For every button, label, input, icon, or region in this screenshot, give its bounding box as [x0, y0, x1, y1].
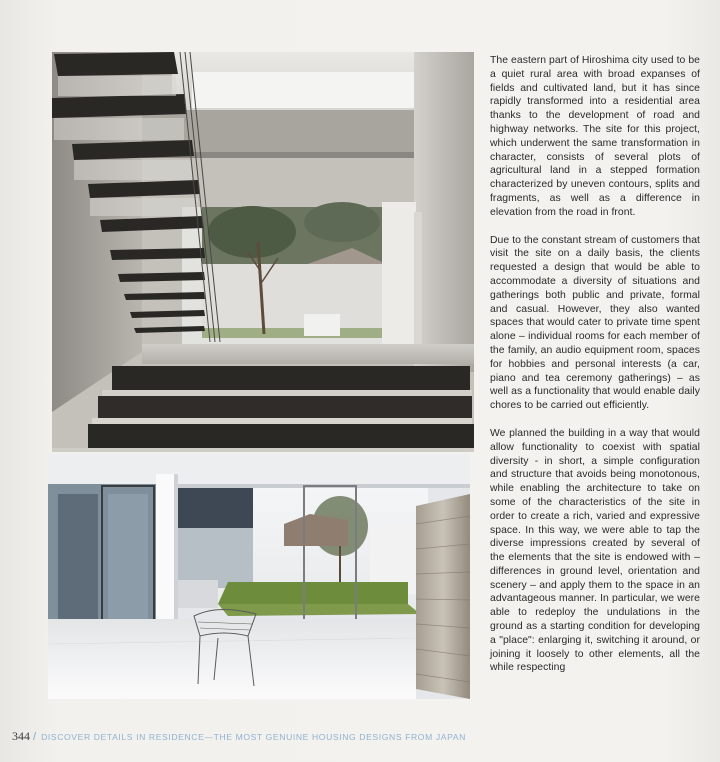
page-footer: [12, 729, 466, 743]
page-number: 344: [12, 729, 30, 743]
photo-floating-stair: [52, 52, 474, 452]
courtyard-illustration: [48, 454, 470, 699]
stair-illustration: [52, 52, 474, 452]
article-paragraph-2: Due to the constant stream of customers that visit the site on a daily basis, the clients requested a design that would be able to accommodate a diversity of situations and gatherings both public and private, formal and casual. However, they also wanted spaces that would cater to private time spent alone – individual rooms for each member of the family, an audio equipment room, spaces for hobbies and personal interests (a car, piano and tea ceremony gatherings) – as well as a functionality that would enable daily chores to be carried out efficiently.: [490, 234, 700, 412]
article-body: [490, 54, 700, 689]
article-paragraph-3: We planned the building in a way that would allow functionality to coexist with spatial diversity - in short, a simple configuration and structure that avoids being monotonous, while enabling the architecture to take on some of the characteristics of the site in order to create a rich, varied and expressive space. In this way, we were able to tap the diverse impressions created by several of the elements that the site is endowed with – differences in ground level, orientation and scenery – and apply them to the space in an advantageous manner. In particular, we were able to redeploy the undulations in the ground as a starting condition for developing a "place": enlarging it, switching it around, or joining it loosely to other elements, all the while respecting: [490, 427, 700, 674]
article-paragraph-1: The eastern part of Hiroshima city used to be a quiet rural area with broad expanses of fields and cultivated land, but it has since rapidly transformed into a residential area thanks to the development of road and highway networks. The site for this project, which underwent the same transformation in character, consists of several plots of agricultural land in a stepped formation characterized by uneven contours, splits and fragments, as well as a difference in elevation from the road in front.: [490, 55, 700, 218]
photo-courtyard-living: [48, 454, 470, 699]
running-title: DISCOVER DETAILS IN RESIDENCE—THE MOST GENUINE HOUSING DESIGNS FROM JAPAN: [41, 732, 466, 742]
footer-separator: /: [33, 731, 37, 743]
